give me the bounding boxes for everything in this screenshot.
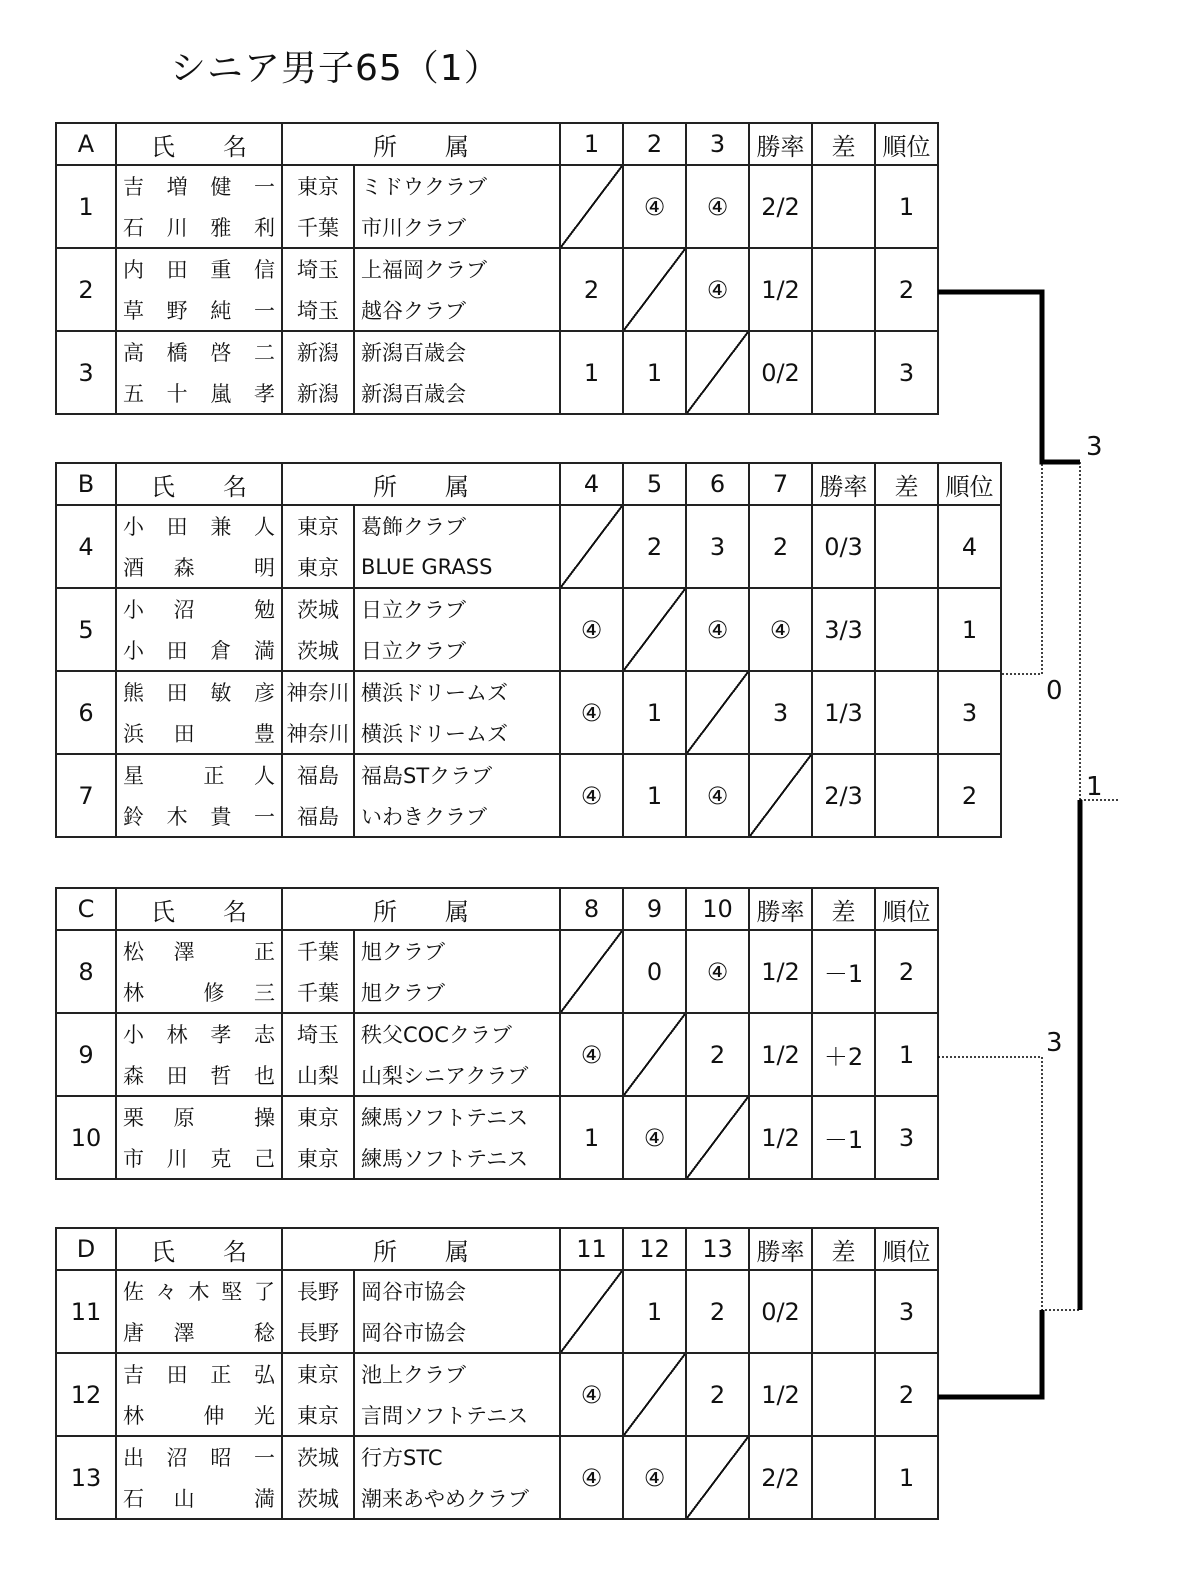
win-rate: 0/2 xyxy=(749,331,812,414)
point-diff: －1 xyxy=(812,930,875,1013)
pair-number: 12 xyxy=(56,1353,116,1436)
name-char: 孝 xyxy=(210,1023,232,1048)
name-char: 鈴 xyxy=(123,804,144,829)
name-char: 田 xyxy=(166,258,188,283)
club-name: 越谷クラブ xyxy=(361,298,466,323)
name-char: 々 xyxy=(155,1280,177,1305)
score-cell: 1 xyxy=(623,331,686,414)
club-name: BLUE GRASS xyxy=(361,554,493,579)
opponent-header: 5 xyxy=(623,463,686,505)
name-char: 森 xyxy=(123,1063,144,1088)
opponent-header: 11 xyxy=(560,1228,623,1270)
name-char: 彦 xyxy=(253,681,275,706)
affiliation-header: 所 属 xyxy=(282,123,560,165)
club-name: 練馬ソフトテニス xyxy=(361,1146,529,1171)
prefecture-name: 茨城 xyxy=(297,598,339,623)
pair-number: 2 xyxy=(56,248,116,331)
name-char: 正 xyxy=(253,940,275,965)
score-cell: 1 xyxy=(623,671,686,754)
name-char: 二 xyxy=(253,341,275,366)
name-char: 佐 xyxy=(123,1280,144,1305)
win-rate: 1/2 xyxy=(749,1353,812,1436)
score-cell: ④ xyxy=(560,754,623,837)
name-char: 吉 xyxy=(123,1363,144,1388)
name-char: 弘 xyxy=(253,1363,275,1388)
rank: 1 xyxy=(938,588,1001,671)
name-header: 氏 名 xyxy=(116,463,282,505)
name-char: 田 xyxy=(166,681,188,706)
name-char: 也 xyxy=(253,1063,275,1088)
club-name: 秩父COCクラブ xyxy=(361,1023,512,1048)
page-title: シニア男子65（1） xyxy=(170,48,501,89)
name-char: 十 xyxy=(166,381,188,406)
score-cell: 1 xyxy=(623,754,686,837)
bracket-line-d xyxy=(938,1310,1042,1397)
score-cell: 0 xyxy=(623,930,686,1013)
name-char: 高 xyxy=(123,341,144,366)
prefecture-name: 埼玉 xyxy=(297,298,339,323)
group-label: B xyxy=(56,463,116,505)
prefecture-name: 福島 xyxy=(297,804,339,829)
score-cell: ④ xyxy=(560,1013,623,1096)
prefecture-name: 茨城 xyxy=(297,638,339,663)
club-name: 池上クラブ xyxy=(361,1363,466,1388)
prefecture-name: 新潟 xyxy=(297,381,339,406)
score-cell: 3 xyxy=(749,671,812,754)
opponent-header: 10 xyxy=(686,888,749,930)
club-name: 新潟百歳会 xyxy=(361,341,466,366)
name-char: 稔 xyxy=(253,1320,275,1345)
opponent-header: 1 xyxy=(560,123,623,165)
opponent-header: 3 xyxy=(686,123,749,165)
score-cell: ④ xyxy=(560,588,623,671)
prefecture-name: 長野 xyxy=(297,1280,339,1305)
rank: 2 xyxy=(875,1353,938,1436)
name-char: 堅 xyxy=(221,1280,243,1305)
name-char: 松 xyxy=(123,940,144,965)
bracket-score-sf1-top: 3 xyxy=(1086,432,1103,462)
name-char: 光 xyxy=(253,1403,275,1428)
club-name: 日立クラブ xyxy=(361,638,466,663)
name-char: 小 xyxy=(123,638,144,663)
pair-number: 7 xyxy=(56,754,116,837)
win-rate: 2/2 xyxy=(749,1436,812,1519)
name-char: 嵐 xyxy=(210,381,232,406)
name-char: 小 xyxy=(123,515,144,540)
score-cell: 2 xyxy=(560,248,623,331)
score-cell: ④ xyxy=(560,1436,623,1519)
win-rate: 1/2 xyxy=(749,930,812,1013)
prefecture-name: 埼玉 xyxy=(297,1023,339,1048)
name-char: 一 xyxy=(253,804,275,829)
name-char: 勉 xyxy=(253,598,275,623)
affiliation-header: 所 属 xyxy=(282,1228,560,1270)
win-rate: 1/3 xyxy=(812,671,875,754)
prefecture-name: 神奈川 xyxy=(286,681,350,706)
opponent-header: 7 xyxy=(749,463,812,505)
win-rate: 1/2 xyxy=(749,1096,812,1179)
name-char: 一 xyxy=(253,298,275,323)
prefecture-name: 東京 xyxy=(297,555,339,580)
bracket-score-final: 1 xyxy=(1086,772,1103,802)
score-cell: 2 xyxy=(623,505,686,588)
name-char: 豊 xyxy=(253,721,275,746)
name-char: 満 xyxy=(253,638,275,663)
name-char: 原 xyxy=(173,1106,195,1131)
rank: 1 xyxy=(875,1436,938,1519)
name-char: 健 xyxy=(210,175,232,200)
club-name: 上福岡クラブ xyxy=(361,258,487,283)
name-char: 啓 xyxy=(210,341,232,366)
name-char: 田 xyxy=(166,638,188,663)
name-char: 橋 xyxy=(166,341,188,366)
diff-header: 差 xyxy=(812,888,875,930)
club-name: 市川クラブ xyxy=(361,215,466,240)
bracket-score-sf1-bottom: 0 xyxy=(1046,676,1063,706)
pair-number: 9 xyxy=(56,1013,116,1096)
score-cell: ④ xyxy=(560,1353,623,1436)
name-char: 唐 xyxy=(123,1320,144,1345)
name-char: 一 xyxy=(253,175,275,200)
name-char: 森 xyxy=(173,555,195,580)
name-char: 川 xyxy=(166,1146,188,1171)
club-name: 旭クラブ xyxy=(361,940,445,965)
name-char: 孝 xyxy=(253,381,275,406)
name-char: 己 xyxy=(253,1146,275,1171)
win-rate: 0/3 xyxy=(812,505,875,588)
win-rate-header: 勝率 xyxy=(812,463,875,505)
name-char: 人 xyxy=(253,515,275,540)
prefecture-name: 千葉 xyxy=(297,980,339,1005)
rank: 1 xyxy=(875,1013,938,1096)
point-diff: ＋2 xyxy=(812,1013,875,1096)
name-char: 了 xyxy=(254,1280,275,1305)
prefecture-name: 長野 xyxy=(297,1320,339,1345)
win-rate-header: 勝率 xyxy=(749,123,812,165)
name-char: 小 xyxy=(123,598,144,623)
score-cell: 2 xyxy=(749,505,812,588)
rank-header: 順位 xyxy=(875,888,938,930)
name-char: 田 xyxy=(166,1063,188,1088)
club-name: 横浜ドリームズ xyxy=(361,721,508,746)
name-char: 貴 xyxy=(210,804,232,829)
prefecture-name: 山梨 xyxy=(297,1063,339,1088)
name-char: 石 xyxy=(123,215,144,240)
win-rate: 1/2 xyxy=(749,1013,812,1096)
club-name: ミドウクラブ xyxy=(361,175,487,200)
name-char: 操 xyxy=(253,1106,275,1131)
club-name: 日立クラブ xyxy=(361,598,466,623)
rank: 4 xyxy=(938,505,1001,588)
win-rate-header: 勝率 xyxy=(749,888,812,930)
name-char: 浜 xyxy=(123,721,144,746)
score-cell: ④ xyxy=(686,165,749,248)
prefecture-name: 埼玉 xyxy=(297,258,339,283)
club-name: 葛飾クラブ xyxy=(361,515,466,540)
pair-number: 4 xyxy=(56,505,116,588)
opponent-header: 8 xyxy=(560,888,623,930)
name-char: 林 xyxy=(123,1403,144,1428)
club-name: 行方STC xyxy=(361,1446,443,1471)
pair-number: 5 xyxy=(56,588,116,671)
pair-number: 10 xyxy=(56,1096,116,1179)
name-char: 出 xyxy=(123,1446,144,1471)
rank: 3 xyxy=(938,671,1001,754)
name-char: 林 xyxy=(123,980,144,1005)
diff-header: 差 xyxy=(875,463,938,505)
name-char: 志 xyxy=(253,1023,275,1048)
pair-number: 13 xyxy=(56,1436,116,1519)
opponent-header: 9 xyxy=(623,888,686,930)
name-char: 草 xyxy=(123,298,144,323)
name-char: 克 xyxy=(210,1146,232,1171)
pair-number: 1 xyxy=(56,165,116,248)
opponent-header: 12 xyxy=(623,1228,686,1270)
club-name: 練馬ソフトテニス xyxy=(361,1106,529,1131)
rank: 3 xyxy=(875,331,938,414)
prefecture-name: 東京 xyxy=(297,1363,339,1388)
name-char: 市 xyxy=(123,1146,144,1171)
group-label: C xyxy=(56,888,116,930)
name-char: 信 xyxy=(253,258,275,283)
name-char: 小 xyxy=(123,1023,144,1048)
name-char: 酒 xyxy=(123,555,144,580)
win-rate: 1/2 xyxy=(749,248,812,331)
opponent-header: 6 xyxy=(686,463,749,505)
name-char: 栗 xyxy=(123,1106,144,1131)
name-char: 林 xyxy=(166,1023,188,1048)
name-char: 正 xyxy=(210,1363,232,1388)
pair-number: 8 xyxy=(56,930,116,1013)
prefecture-name: 東京 xyxy=(297,1146,339,1171)
prefecture-name: 茨城 xyxy=(297,1446,339,1471)
prefecture-name: 千葉 xyxy=(297,940,339,965)
pair-number: 3 xyxy=(56,331,116,414)
prefecture-name: 千葉 xyxy=(297,215,339,240)
name-char: 満 xyxy=(253,1486,275,1511)
rank: 3 xyxy=(875,1096,938,1179)
name-char: 明 xyxy=(253,555,275,580)
name-char: 雅 xyxy=(210,215,232,240)
club-name: 横浜ドリームズ xyxy=(361,681,508,706)
rank: 1 xyxy=(875,165,938,248)
name-char: 哲 xyxy=(210,1063,232,1088)
club-name: 福島STクラブ xyxy=(361,764,493,789)
pair-number: 6 xyxy=(56,671,116,754)
name-char: 野 xyxy=(166,298,188,323)
win-rate: 0/2 xyxy=(749,1270,812,1353)
prefecture-name: 東京 xyxy=(297,175,339,200)
bracket-score-sf2-top: 3 xyxy=(1046,1028,1063,1058)
prefecture-name: 新潟 xyxy=(297,341,339,366)
name-char: 五 xyxy=(123,381,144,406)
name-char: 沼 xyxy=(173,598,195,623)
group-label: D xyxy=(56,1228,116,1270)
club-name: いわきクラブ xyxy=(361,804,487,829)
name-char: 澤 xyxy=(173,1320,195,1345)
score-cell: ④ xyxy=(749,588,812,671)
score-cell: 2 xyxy=(686,1013,749,1096)
rank-header: 順位 xyxy=(875,1228,938,1270)
club-name: 岡谷市協会 xyxy=(361,1320,466,1345)
prefecture-name: 神奈川 xyxy=(286,721,350,746)
prefecture-name: 福島 xyxy=(297,764,339,789)
name-header: 氏 名 xyxy=(116,123,282,165)
name-char: 三 xyxy=(253,980,275,1005)
name-char: 吉 xyxy=(123,175,144,200)
win-rate: 2/2 xyxy=(749,165,812,248)
win-rate: 2/3 xyxy=(812,754,875,837)
name-char: 石 xyxy=(123,1486,144,1511)
prefecture-name: 東京 xyxy=(297,1106,339,1131)
name-char: 利 xyxy=(253,215,275,240)
score-cell: ④ xyxy=(623,1436,686,1519)
score-cell: ④ xyxy=(560,671,623,754)
opponent-header: 2 xyxy=(623,123,686,165)
score-cell: ④ xyxy=(686,588,749,671)
name-char: 田 xyxy=(173,721,195,746)
name-char: 田 xyxy=(166,1363,188,1388)
opponent-header: 13 xyxy=(686,1228,749,1270)
name-char: 内 xyxy=(123,258,144,283)
name-header: 氏 名 xyxy=(116,888,282,930)
prefecture-name: 東京 xyxy=(297,515,339,540)
name-char: 澤 xyxy=(173,940,195,965)
name-char: 山 xyxy=(173,1486,195,1511)
name-char: 伸 xyxy=(203,1403,225,1428)
score-cell: 1 xyxy=(623,1270,686,1353)
win-rate-header: 勝率 xyxy=(749,1228,812,1270)
pair-number: 11 xyxy=(56,1270,116,1353)
name-char: 川 xyxy=(166,215,188,240)
prefecture-name: 茨城 xyxy=(297,1486,339,1511)
name-char: 熊 xyxy=(123,681,144,706)
name-char: 純 xyxy=(210,298,232,323)
name-char: 昭 xyxy=(210,1446,232,1471)
rank: 3 xyxy=(875,1270,938,1353)
bracket-line-a xyxy=(938,292,1080,462)
club-name: 旭クラブ xyxy=(361,980,445,1005)
name-char: 敏 xyxy=(210,681,232,706)
prefecture-name: 東京 xyxy=(297,1403,339,1428)
name-char: 正 xyxy=(203,764,225,789)
name-char: 修 xyxy=(203,980,225,1005)
name-char: 人 xyxy=(253,764,275,789)
bracket-line-b xyxy=(1002,462,1042,674)
name-char: 木 xyxy=(188,1280,210,1305)
club-name: 岡谷市協会 xyxy=(361,1280,466,1305)
name-char: 木 xyxy=(166,804,188,829)
rank: 2 xyxy=(875,248,938,331)
opponent-header: 4 xyxy=(560,463,623,505)
rank-header: 順位 xyxy=(938,463,1001,505)
affiliation-header: 所 属 xyxy=(282,888,560,930)
name-char: 増 xyxy=(166,175,188,200)
win-rate: 3/3 xyxy=(812,588,875,671)
score-cell: 1 xyxy=(560,331,623,414)
score-cell: ④ xyxy=(686,754,749,837)
rank: 2 xyxy=(875,930,938,1013)
club-name: 山梨シニアクラブ xyxy=(361,1063,529,1088)
diff-header: 差 xyxy=(812,123,875,165)
score-cell: 3 xyxy=(686,505,749,588)
affiliation-header: 所 属 xyxy=(282,463,560,505)
score-cell: 2 xyxy=(686,1353,749,1436)
club-name: 潮来あやめクラブ xyxy=(361,1486,529,1511)
score-cell: ④ xyxy=(623,1096,686,1179)
club-name: 新潟百歳会 xyxy=(361,381,466,406)
diff-header: 差 xyxy=(812,1228,875,1270)
score-cell: ④ xyxy=(623,165,686,248)
bracket-line-c xyxy=(938,1057,1080,1310)
name-char: 兼 xyxy=(210,515,232,540)
name-char: 倉 xyxy=(210,638,232,663)
point-diff: －1 xyxy=(812,1096,875,1179)
rank-header: 順位 xyxy=(875,123,938,165)
rank: 2 xyxy=(938,754,1001,837)
name-char: 重 xyxy=(210,258,232,283)
name-char: 田 xyxy=(166,515,188,540)
score-cell: ④ xyxy=(686,930,749,1013)
name-char: 沼 xyxy=(166,1446,188,1471)
group-label: A xyxy=(56,123,116,165)
name-char: 星 xyxy=(123,764,144,789)
name-header: 氏 名 xyxy=(116,1228,282,1270)
name-char: 一 xyxy=(253,1446,275,1471)
score-cell: ④ xyxy=(686,248,749,331)
score-cell: 2 xyxy=(686,1270,749,1353)
score-cell: 1 xyxy=(560,1096,623,1179)
club-name: 言問ソフトテニス xyxy=(361,1403,529,1428)
